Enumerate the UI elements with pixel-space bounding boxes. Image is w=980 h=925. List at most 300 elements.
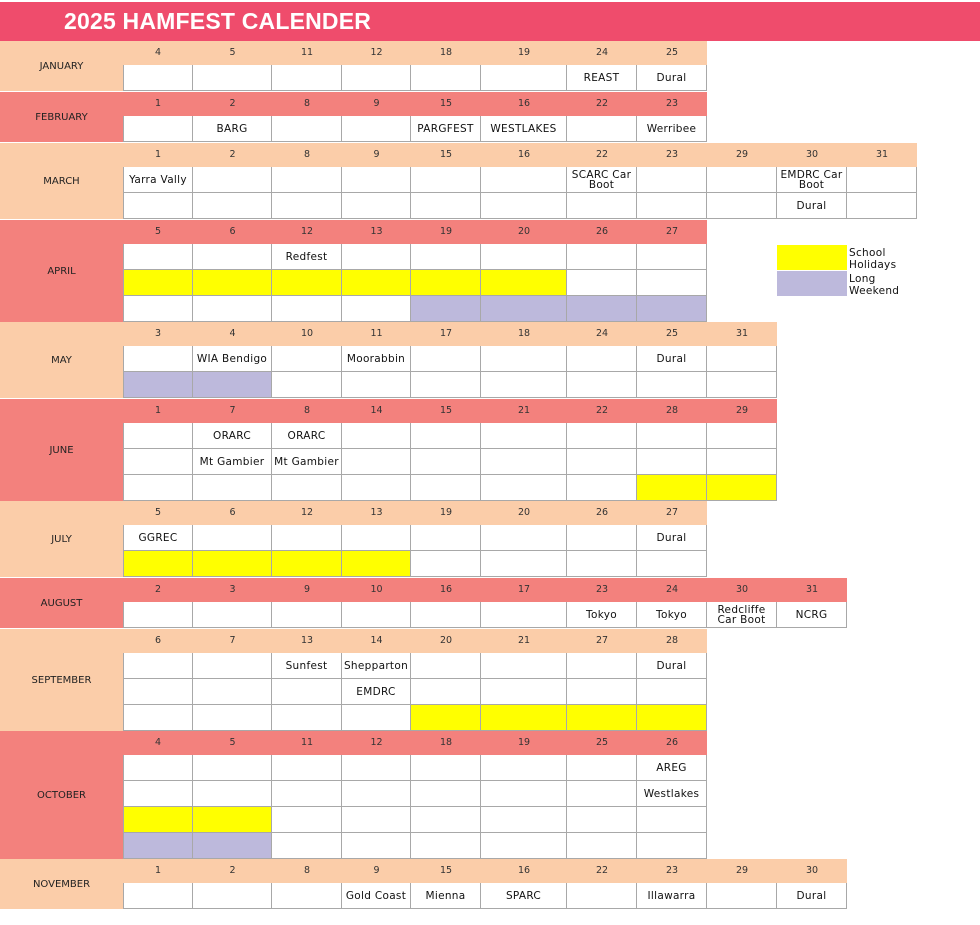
event-cell [411,551,481,577]
event-cell [411,475,481,501]
event-cell [707,883,777,909]
date-cell: 23 [567,578,637,602]
event-cell [707,167,777,193]
date-cell: 29 [707,143,777,167]
event-cell [123,346,193,372]
event-cell: EMDRC Car Boot [777,167,847,193]
event-cell [411,602,481,628]
event-cell: BARG [193,116,272,142]
event-cell: Dural [637,65,707,91]
event-cell [567,833,637,859]
date-cell: 23 [637,143,707,167]
date-cell: 13 [342,501,411,525]
school-holiday-cell [342,270,411,296]
date-cell: 19 [481,41,567,65]
event-cell [481,346,567,372]
event-cell [847,193,917,219]
legend-label-long-weekend: Long Weekend [849,273,900,297]
event-cell [637,423,707,449]
event-cell [123,296,193,322]
month-label-march: MARCH [0,143,123,219]
event-cell: Mt Gambier [193,449,272,475]
date-cell: 16 [481,92,567,116]
date-cell: 3 [123,322,193,346]
school-holiday-cell [272,551,342,577]
date-cell: 1 [123,399,193,423]
school-holiday-cell [123,551,193,577]
event-cell [637,193,707,219]
date-cell: 5 [193,731,272,755]
school-holiday-cell [567,705,637,731]
event-cell [411,244,481,270]
event-cell [123,423,193,449]
school-holiday-cell [272,270,342,296]
event-cell: Mienna [411,883,481,909]
date-cell: 28 [637,629,707,653]
date-cell: 26 [567,501,637,525]
event-cell [123,705,193,731]
event-cell [342,475,411,501]
date-cell: 4 [193,322,272,346]
date-cell: 19 [411,501,481,525]
event-cell [411,833,481,859]
event-cell [342,449,411,475]
event-cell [123,781,193,807]
date-cell: 27 [637,501,707,525]
event-cell [272,116,342,142]
event-cell [481,551,567,577]
event-cell [342,244,411,270]
date-cell: 29 [707,859,777,883]
date-cell: 6 [123,629,193,653]
event-cell [342,65,411,91]
event-cell [272,372,342,398]
title-bar [0,2,980,41]
event-cell [411,372,481,398]
event-cell [707,193,777,219]
date-cell: 2 [193,143,272,167]
event-cell [342,807,411,833]
date-cell: 9 [342,859,411,883]
event-cell [342,372,411,398]
event-cell: Shepparton [342,653,411,679]
event-cell [567,475,637,501]
event-cell [567,116,637,142]
month-label-february: FEBRUARY [0,92,123,142]
date-cell: 14 [342,399,411,423]
date-cell: 9 [272,578,342,602]
event-cell [193,193,272,219]
event-cell [123,244,193,270]
event-cell [707,372,777,398]
date-cell: 2 [193,859,272,883]
date-cell: 24 [637,578,707,602]
date-cell: 25 [567,731,637,755]
event-cell: Yarra Vally [123,167,193,193]
date-cell: 5 [193,41,272,65]
school-holiday-cell [637,705,707,731]
date-cell: 2 [193,92,272,116]
event-cell [411,449,481,475]
event-cell [411,807,481,833]
event-cell [567,883,637,909]
event-cell [272,807,342,833]
event-cell [481,193,567,219]
date-cell: 10 [342,578,411,602]
date-cell: 4 [123,41,193,65]
event-cell [411,755,481,781]
event-cell: WESTLAKES [481,116,567,142]
school-holiday-cell [707,475,777,501]
date-cell: 6 [193,220,272,244]
date-cell: 8 [272,92,342,116]
date-cell: 5 [123,220,193,244]
event-cell [342,755,411,781]
event-cell [342,781,411,807]
long-weekend-cell [567,296,637,322]
event-cell: ORARC [272,423,342,449]
event-cell [193,755,272,781]
month-label-may: MAY [0,322,123,398]
event-cell [567,270,637,296]
school-holiday-cell [123,807,193,833]
event-cell [567,449,637,475]
date-cell: 24 [567,322,637,346]
date-cell: 8 [272,859,342,883]
date-cell: 15 [411,859,481,883]
event-cell [193,883,272,909]
school-holiday-cell [481,705,567,731]
date-cell: 19 [411,220,481,244]
event-cell [707,423,777,449]
event-cell: WIA Bendigo [193,346,272,372]
month-label-september: SEPTEMBER [0,629,123,731]
event-cell [272,781,342,807]
date-cell: 9 [342,143,411,167]
event-cell [272,679,342,705]
event-cell [481,781,567,807]
date-cell: 1 [123,143,193,167]
date-cell: 31 [707,322,777,346]
date-cell: 7 [193,629,272,653]
date-cell: 12 [272,501,342,525]
month-label-april: APRIL [0,220,123,322]
date-cell: 7 [193,399,272,423]
date-cell: 3 [193,578,272,602]
long-weekend-cell [193,833,272,859]
event-cell [342,423,411,449]
event-cell [342,525,411,551]
event-cell [567,372,637,398]
event-cell [481,423,567,449]
event-cell [342,193,411,219]
event-cell: Dural [637,346,707,372]
event-cell [342,116,411,142]
date-cell: 11 [342,322,411,346]
school-holiday-cell [342,551,411,577]
event-cell: Illawarra [637,883,707,909]
school-holiday-cell [193,270,272,296]
event-cell: Dural [637,525,707,551]
date-cell: 9 [342,92,411,116]
event-cell: Mt Gambier [272,449,342,475]
date-cell: 20 [481,501,567,525]
event-cell [411,679,481,705]
date-cell: 19 [481,731,567,755]
event-cell [847,167,917,193]
date-cell: 18 [411,41,481,65]
date-cell: 20 [481,220,567,244]
date-cell: 30 [777,143,847,167]
event-cell [567,551,637,577]
event-cell [637,372,707,398]
event-cell [567,781,637,807]
date-cell: 16 [481,143,567,167]
event-cell: NCRG [777,602,847,628]
date-cell: 29 [707,399,777,423]
event-cell [481,755,567,781]
date-cell: 23 [637,859,707,883]
event-cell [567,423,637,449]
event-cell [193,602,272,628]
event-cell: Tokyo [637,602,707,628]
event-cell [481,602,567,628]
event-cell [567,244,637,270]
date-cell: 11 [272,41,342,65]
long-weekend-cell [411,296,481,322]
event-cell [637,244,707,270]
event-cell [272,755,342,781]
legend-label-school-holidays: School Holidays [849,247,897,271]
date-cell: 31 [847,143,917,167]
event-cell [193,244,272,270]
event-cell: Werribee [637,116,707,142]
event-cell: GGREC [123,525,193,551]
school-holiday-cell [193,551,272,577]
date-cell: 16 [411,578,481,602]
month-label-january: JANUARY [0,41,123,91]
event-cell [567,807,637,833]
event-cell [193,296,272,322]
event-cell: Westlakes [637,781,707,807]
event-cell [123,475,193,501]
event-cell: Dural [777,883,847,909]
date-cell: 2 [123,578,193,602]
event-cell [272,602,342,628]
event-cell [342,167,411,193]
event-cell [193,705,272,731]
event-cell: PARGFEST [411,116,481,142]
event-cell [123,65,193,91]
event-cell [481,244,567,270]
event-cell [481,653,567,679]
date-cell: 8 [272,143,342,167]
date-cell: 24 [567,41,637,65]
date-cell: 27 [637,220,707,244]
date-cell: 28 [637,399,707,423]
event-cell: Gold Coast [342,883,411,909]
event-cell: Redfest [272,244,342,270]
event-cell [193,475,272,501]
date-cell: 5 [123,501,193,525]
school-holiday-cell [411,705,481,731]
date-cell: 30 [777,859,847,883]
event-cell: Tokyo [567,602,637,628]
school-holiday-cell [411,270,481,296]
date-cell: 1 [123,859,193,883]
date-cell: 12 [272,220,342,244]
event-cell [123,679,193,705]
event-cell: EMDRC [342,679,411,705]
event-cell [567,346,637,372]
date-cell: 1 [123,92,193,116]
school-holiday-cell [637,475,707,501]
event-cell [342,833,411,859]
date-cell: 25 [637,322,707,346]
event-cell [272,65,342,91]
event-cell [637,449,707,475]
date-cell: 18 [481,322,567,346]
event-cell: ORARC [193,423,272,449]
event-cell [481,679,567,705]
date-cell: 13 [342,220,411,244]
event-cell [123,602,193,628]
date-cell: 22 [567,859,637,883]
event-cell [272,525,342,551]
date-cell: 30 [707,578,777,602]
date-cell: 17 [481,578,567,602]
event-cell [707,346,777,372]
long-weekend-cell [193,372,272,398]
date-cell: 15 [411,143,481,167]
event-cell: AREG [637,755,707,781]
event-cell [123,755,193,781]
date-cell: 18 [411,731,481,755]
event-cell [637,167,707,193]
legend-swatch-long-weekend [777,271,847,296]
date-cell: 13 [272,629,342,653]
event-cell [707,449,777,475]
date-cell: 16 [481,859,567,883]
event-cell [567,525,637,551]
date-cell: 26 [567,220,637,244]
date-cell: 22 [567,399,637,423]
month-label-june: JUNE [0,399,123,501]
event-cell [567,679,637,705]
event-cell [193,65,272,91]
event-cell: Moorabbin [342,346,411,372]
event-cell [193,781,272,807]
event-cell: Dural [637,653,707,679]
event-cell [567,653,637,679]
long-weekend-cell [123,833,193,859]
date-cell: 21 [481,629,567,653]
event-cell: REAST [567,65,637,91]
event-cell [637,833,707,859]
date-cell: 22 [567,92,637,116]
long-weekend-cell [481,296,567,322]
month-label-october: OCTOBER [0,731,123,859]
event-cell [567,755,637,781]
event-cell [342,602,411,628]
event-cell [481,807,567,833]
date-cell: 10 [272,322,342,346]
event-cell: Dural [777,193,847,219]
month-label-november: NOVEMBER [0,859,123,909]
event-cell [481,525,567,551]
event-cell [411,653,481,679]
date-cell: 26 [637,731,707,755]
legend-swatch-school-holidays [777,245,847,270]
event-cell [481,167,567,193]
event-cell [481,449,567,475]
event-cell [637,551,707,577]
date-cell: 15 [411,399,481,423]
page-title: 2025 HAMFEST CALENDER [64,8,372,34]
date-cell: 15 [411,92,481,116]
date-cell: 8 [272,399,342,423]
long-weekend-cell [123,372,193,398]
event-cell [411,781,481,807]
event-cell [272,167,342,193]
date-cell: 23 [637,92,707,116]
event-cell [481,372,567,398]
event-cell: SCARC Car Boot [567,167,637,193]
event-cell [272,346,342,372]
event-cell [637,270,707,296]
event-cell [272,833,342,859]
long-weekend-cell [637,296,707,322]
event-cell [342,296,411,322]
month-label-august: AUGUST [0,578,123,628]
date-cell: 11 [272,731,342,755]
date-cell: 21 [481,399,567,423]
date-cell: 27 [567,629,637,653]
event-cell [411,167,481,193]
event-cell [567,193,637,219]
event-cell [272,705,342,731]
event-cell [123,883,193,909]
date-cell: 14 [342,629,411,653]
event-cell [411,423,481,449]
school-holiday-cell [123,270,193,296]
event-cell [123,653,193,679]
event-cell [123,116,193,142]
event-cell [193,653,272,679]
event-cell [342,705,411,731]
event-cell [637,807,707,833]
date-cell: 20 [411,629,481,653]
event-cell [272,296,342,322]
school-holiday-cell [193,807,272,833]
event-cell: SPARC [481,883,567,909]
date-cell: 12 [342,731,411,755]
event-cell: Sunfest [272,653,342,679]
month-label-july: JULY [0,501,123,577]
date-cell: 22 [567,143,637,167]
event-cell [411,346,481,372]
event-cell [123,449,193,475]
date-cell: 4 [123,731,193,755]
event-cell [272,475,342,501]
event-cell: Redcliffe Car Boot [707,602,777,628]
date-cell: 12 [342,41,411,65]
event-cell [272,193,342,219]
event-cell [123,193,193,219]
event-cell [481,475,567,501]
event-cell [411,65,481,91]
date-cell: 25 [637,41,707,65]
